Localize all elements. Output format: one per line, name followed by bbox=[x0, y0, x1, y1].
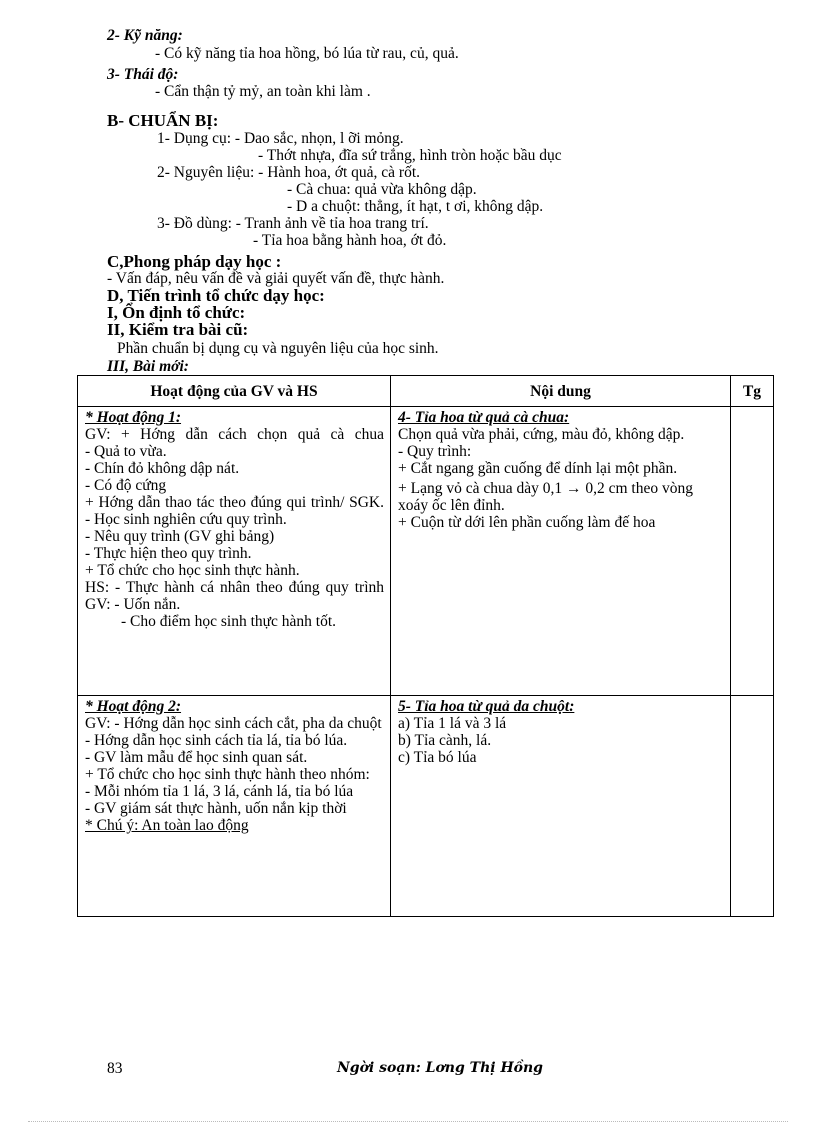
activity-line: HS: - Thực hành cá nhân theo đúng quy trình bbox=[85, 579, 384, 596]
content-line: a) Tỉa 1 lá và 3 lá bbox=[398, 715, 507, 732]
org-heading: I, Ổn định tổ chức: bbox=[107, 303, 246, 322]
activity-line: - GV giám sát thực hành, uốn nắn kịp thời bbox=[85, 800, 347, 817]
activity-title: * Hoạt động 1: bbox=[85, 409, 182, 426]
prep-line-3: 2- Nguyên liệu: - Hành hoa, ớt quả, cà rốt. bbox=[157, 164, 421, 181]
header-content: Nội dung bbox=[391, 376, 731, 407]
content-cell bbox=[391, 696, 731, 917]
method-heading: C,Phong pháp dạy học : bbox=[107, 252, 282, 271]
activity-line: - Thực hiện theo quy trình. bbox=[85, 545, 252, 562]
prep-line-6: 3- Đồ dùng: - Tranh ảnh về tỉa hoa trang trí. bbox=[157, 215, 429, 232]
prep-line-7: - Tỉa hoa bằng hành hoa, ớt đỏ. bbox=[253, 232, 447, 249]
activity-line: GV: - Hớng dẫn học sinh cách cắt, pha da chuột bbox=[85, 715, 382, 732]
content-line: - Quy trình: bbox=[398, 443, 472, 460]
lesson-table bbox=[77, 375, 774, 917]
prep-heading: B- CHUẨN BỊ: bbox=[107, 111, 219, 130]
prep-line-5: - D a chuột: thẳng, ít hạt, t ơi, không dập. bbox=[287, 198, 544, 215]
table-row bbox=[78, 696, 774, 917]
table-header-row bbox=[78, 376, 774, 407]
attitude-line: - Cẩn thận tỷ mỷ, an toàn khi làm . bbox=[155, 83, 371, 100]
check-line: Phần chuẩn bị dụng cụ và nguyên liệu của học sinh. bbox=[117, 340, 439, 357]
activity-line: - Quả to vừa. bbox=[85, 443, 167, 460]
check-heading: II, Kiểm tra bài cũ: bbox=[107, 320, 249, 339]
header-time: Tg bbox=[731, 376, 774, 407]
activity-line: - Chín đỏ không dập nát. bbox=[85, 460, 240, 477]
method-line: - Vấn đáp, nêu vấn đề và giải quyết vấn đề, thực hành. bbox=[107, 270, 445, 287]
page-number: 83 bbox=[107, 1060, 123, 1077]
activity-line: - GV làm mẫu để học sinh quan sát. bbox=[85, 749, 308, 766]
content-cell bbox=[391, 407, 731, 696]
content-title: 4- Tỉa hoa từ quả cà chua: bbox=[398, 409, 570, 426]
prep-line-4: - Cà chua: quả vừa không dập. bbox=[287, 181, 477, 198]
skills-heading: 2- Kỹ năng: bbox=[107, 27, 183, 44]
activity-line: - Học sinh nghiên cứu quy trình. bbox=[85, 511, 287, 528]
activity-note: * Chú ý: An toàn lao động bbox=[85, 817, 249, 834]
content-line: + Cắt ngang gần cuống để dính lại một phần. bbox=[398, 460, 678, 477]
table-row bbox=[78, 407, 774, 696]
skills-line: - Có kỹ năng tỉa hoa hồng, bó lúa từ rau, củ, quả. bbox=[155, 45, 459, 62]
header-activity: Hoạt động của GV và HS bbox=[78, 376, 391, 407]
content-line: b) Tỉa cành, lá. bbox=[398, 732, 492, 749]
activity-line: - Hớng dẫn học sinh cách tỉa lá, tỉa bó lúa. bbox=[85, 732, 348, 749]
activity-line: GV: - Uốn nắn. bbox=[85, 596, 181, 613]
footer-divider bbox=[28, 1121, 788, 1122]
activity-line: + Tổ chức cho học sinh thực hành. bbox=[85, 562, 300, 579]
content-line: Chọn quả vừa phải, cứng, màu đỏ, không dập. bbox=[398, 426, 685, 443]
activity-line: GV: + Hớng dẫn cách chọn quả cà chua bbox=[85, 426, 384, 443]
content-title: 5- Tỉa hoa từ quả da chuột: bbox=[398, 698, 575, 715]
activity-title: * Hoạt động 2: bbox=[85, 698, 182, 715]
attitude-heading: 3- Thái độ: bbox=[107, 66, 179, 83]
author-signature: Ngời soạn: Lơng Thị Hồng bbox=[337, 1060, 543, 1076]
activity-line: - Mỗi nhóm tỉa 1 lá, 3 lá, cánh lá, tỉa bó lúa bbox=[85, 783, 354, 800]
time-cell bbox=[731, 407, 774, 696]
activity-line: - Nêu quy trình (GV ghi bảng) bbox=[85, 528, 275, 545]
content-line: + Lạng vỏ cà chua dày 0,1 → 0,2 cm theo vòng xoáy ốc lên đỉnh. bbox=[398, 480, 693, 514]
process-heading: D, Tiến trình tổ chức dạy học: bbox=[107, 286, 325, 305]
new-lesson-heading: III, Bài mới: bbox=[107, 358, 189, 375]
activity-cell bbox=[78, 696, 391, 917]
prep-line-1: 1- Dụng cụ: - Dao sắc, nhọn, l ỡi mỏng. bbox=[157, 130, 404, 147]
content-line: + Cuộn từ dới lên phần cuống làm đế hoa bbox=[398, 514, 656, 531]
activity-line: - Có độ cứng bbox=[85, 477, 167, 494]
activity-cell bbox=[78, 407, 391, 696]
activity-line: + Hớng dẫn thao tác theo đúng qui trình/ SGK. bbox=[85, 494, 384, 511]
time-cell bbox=[731, 696, 774, 917]
activity-line: - Cho điểm học sinh thực hành tốt. bbox=[121, 613, 337, 630]
activity-line: + Tổ chức cho học sinh thực hành theo nhóm: bbox=[85, 766, 370, 783]
content-line: c) Tỉa bó lúa bbox=[398, 749, 477, 766]
prep-line-2: - Thớt nhựa, đĩa sứ trắng, hình tròn hoặc bầu dục bbox=[258, 147, 562, 164]
